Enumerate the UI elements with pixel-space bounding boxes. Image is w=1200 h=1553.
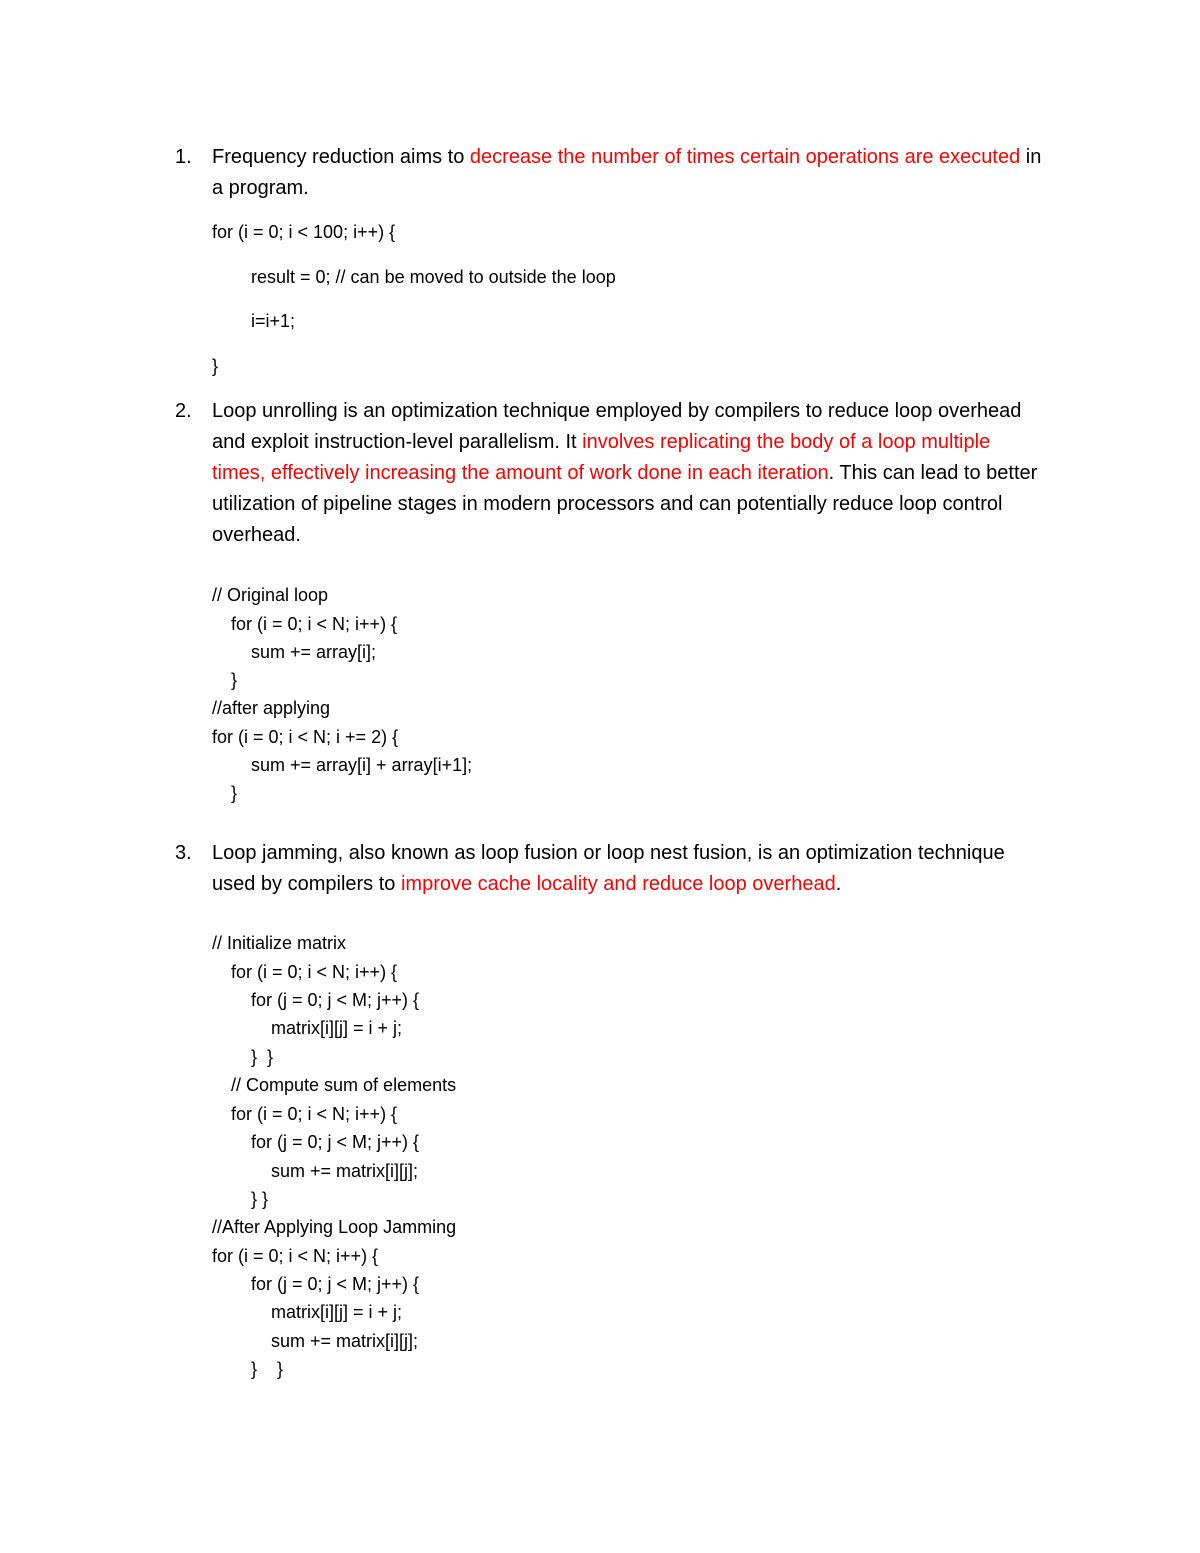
code-line: } }	[251, 1189, 269, 1209]
list-number-3: 3.	[175, 842, 192, 864]
code-line: sum += array[i];	[251, 642, 377, 662]
code-line: for (j = 0; j < M; j++) {	[251, 990, 420, 1010]
code-line: sum += matrix[i][j];	[271, 1161, 419, 1181]
code-line: } }	[251, 1359, 284, 1379]
code-line: for (i = 0; i < N; i++) {	[212, 1246, 379, 1266]
code-comment: //After Applying Loop Jamming	[212, 1217, 457, 1237]
code-line: matrix[i][j] = i + j;	[271, 1018, 403, 1038]
code-line: for (i = 0; i < N; i++) {	[231, 1104, 398, 1124]
paragraph-text: .	[835, 873, 842, 895]
code-line: for (i = 0; i < N; i++) {	[231, 614, 398, 634]
code-comment: // Compute sum of elements	[231, 1075, 457, 1095]
code-line: }	[231, 783, 238, 803]
paragraph-text: in a program.	[212, 146, 1042, 199]
list-number-1: 1.	[175, 146, 192, 168]
code-comment: //after applying	[212, 698, 331, 718]
code-line: for (i = 0; i < N; i++) {	[231, 962, 398, 982]
list-number-2: 2.	[175, 400, 192, 422]
code-line: i=i+1;	[251, 311, 296, 331]
code-line: for (i = 0; i < 100; i++) {	[212, 222, 396, 242]
highlighted-text: involves replicating the body of a loop multiple times, effectively increasing the amount of work done in each iteration	[212, 431, 991, 484]
code-line: for (j = 0; j < M; j++) {	[251, 1132, 420, 1152]
code-line: for (j = 0; j < M; j++) {	[251, 1274, 420, 1294]
code-line: sum += array[i] + array[i+1];	[251, 755, 473, 775]
paragraph-text: Loop jamming, also known as loop fusion or loop nest fusion, is an optimization technique used by compilers to	[212, 842, 1005, 895]
code-line: matrix[i][j] = i + j;	[271, 1302, 403, 1322]
paragraph-frequency-reduction	[212, 142, 1042, 204]
code-line: sum += matrix[i][j];	[271, 1331, 419, 1351]
code-line: }	[212, 356, 219, 376]
code-line: result = 0; // can be moved to outside the loop	[251, 267, 616, 287]
paragraph-loop-jamming	[212, 838, 1042, 900]
code-line: for (i = 0; i < N; i += 2) {	[212, 727, 399, 747]
paragraph-loop-unrolling	[212, 396, 1042, 551]
code-line: } }	[251, 1047, 274, 1067]
highlighted-text: improve cache locality and reduce loop overhead	[400, 873, 836, 895]
code-comment: // Initialize matrix	[212, 933, 347, 953]
highlighted-text: decrease the number of times certain operations are executed	[469, 146, 1021, 168]
code-line: }	[231, 670, 238, 690]
paragraph-text: Loop unrolling is an optimization technique employed by compilers to reduce loop overhead and exploit instruction-level parallelism. It	[212, 400, 1022, 453]
paragraph-text: . This can lead to better utilization of pipeline stages in modern processors and can potentially reduce loop control overhead.	[212, 462, 1038, 546]
code-comment: // Original loop	[212, 585, 329, 605]
paragraph-text: Frequency reduction aims to	[212, 146, 470, 168]
